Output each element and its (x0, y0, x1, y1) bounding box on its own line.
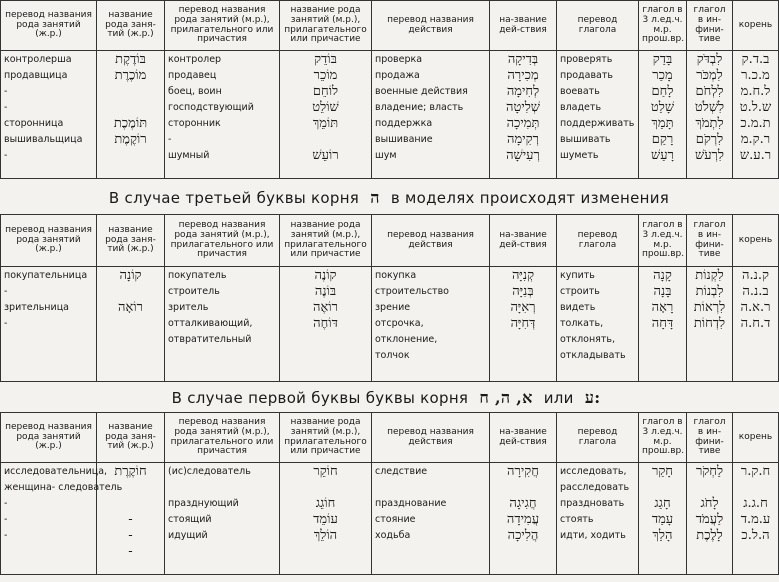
header-name-female: название рода заня-тий (ж.р.) (97, 215, 165, 267)
header-root: корень (733, 215, 779, 267)
header-inf: глагол в ин-фини-тиве (687, 1, 733, 51)
cell: לִדְחוֹת (693, 316, 726, 331)
heading-first-last-he: ע: (584, 388, 601, 407)
heading-third-letter-he: ה (370, 188, 380, 207)
cell (493, 544, 553, 560)
header-name-female: название рода заня-тий (ж.р.) (97, 413, 165, 463)
cell: боец, воин (168, 86, 222, 97)
cell: לִלְחֹם (695, 84, 724, 99)
heading-first-letters-he: א, ה, ח (479, 388, 533, 407)
header-verb: перевод глагола (557, 413, 639, 463)
cell: откладывать (560, 350, 626, 361)
heading-third-tail: в моделях происходят изменения (390, 189, 670, 207)
cell (736, 364, 775, 380)
cell: - (168, 134, 172, 145)
cell: ת.מ.כ (740, 116, 771, 131)
cell (283, 132, 368, 148)
header-past: глагол в 3 л.ед.ч. м.р. прош.вр. (639, 1, 687, 51)
cell: ק.נ.ה (742, 268, 769, 283)
cell: зрительница (4, 302, 69, 313)
header-name-female: название рода заня-тий (ж.р.) (97, 1, 165, 51)
cell: - (4, 150, 8, 161)
cell: לִבְנוֹת (695, 284, 724, 299)
cell: шум (375, 150, 397, 161)
header-occ-female: перевод названия рода занятий (ж.р.) (1, 413, 97, 463)
cell (642, 480, 683, 496)
header-occ-female: перевод названия рода занятий (ж.р.) (1, 215, 97, 267)
cell: רוֹקֶמֶת (114, 132, 147, 147)
cell (4, 348, 93, 364)
cell (100, 480, 161, 496)
cell: продавщица (4, 70, 68, 81)
col-inf (690, 268, 729, 380)
cell (283, 348, 368, 364)
cell: поддержка (375, 118, 433, 129)
cell: לִרְקֹם (695, 132, 724, 147)
cell: исследовать, (560, 466, 627, 477)
col-name-female (100, 464, 161, 560)
cell: חָגַג (654, 496, 671, 511)
cell (642, 544, 683, 560)
col-root (736, 52, 775, 164)
cell (4, 332, 93, 348)
cell: проверять (560, 54, 613, 65)
cell: военные действия (375, 86, 468, 97)
cell: בָּנָה (653, 284, 672, 299)
cell: праздновать (560, 498, 625, 509)
col-past (642, 464, 683, 560)
col-name-female (100, 52, 161, 164)
cell (690, 364, 729, 380)
col-occ-male (168, 52, 276, 164)
cell: לִבְדֹּק (696, 52, 723, 67)
cell: сторонник (168, 118, 221, 129)
header-row (1, 1, 779, 51)
cell: לִרְאוֹת (693, 300, 726, 315)
cell: חֲקִירָה (507, 464, 539, 479)
verb-table-3 (0, 412, 779, 575)
cell (493, 348, 553, 364)
col-action (375, 268, 486, 380)
cell: ר.א.ה (740, 300, 771, 315)
cell: ר.ק.מ (740, 132, 771, 147)
cell: исследовательница, (4, 466, 108, 477)
col-name-female (100, 268, 161, 380)
col-inf (690, 464, 729, 560)
cell (100, 84, 161, 100)
cell (283, 480, 368, 496)
header-past: глагол в 3 л.ед.ч. м.р. прош.вр. (639, 413, 687, 463)
header-inf: глагол в ин-фини-тиве (687, 215, 733, 267)
header-root: корень (733, 1, 779, 51)
cell: ש.ל.ט (739, 100, 772, 115)
cell (560, 364, 635, 380)
col-action (375, 52, 486, 164)
header-verb: перевод глагола (557, 1, 639, 51)
cell: отклонение, (375, 334, 438, 345)
verb-table-2 (0, 214, 779, 382)
cell: видеть (560, 302, 596, 313)
col-past (642, 52, 683, 164)
body-row (1, 51, 779, 179)
cell: отвратительный (168, 334, 252, 345)
cell: מוֹכֵר (313, 68, 338, 83)
cell (168, 544, 276, 560)
cell: контролер (168, 54, 222, 65)
cell: - (128, 512, 133, 527)
cell: תּוֹמֶכֶת (113, 116, 148, 131)
cell (690, 348, 729, 364)
col-action-name (493, 52, 553, 164)
header-action: перевод названия действия (372, 215, 490, 267)
header-inf: глагол в ин-фини-тиве (687, 413, 733, 463)
cell: поддерживать (560, 118, 635, 129)
cell (100, 148, 161, 164)
cell (690, 544, 729, 560)
cell: отсрочка, (375, 318, 424, 329)
cell: строитель (168, 286, 220, 297)
cell: вышивание (375, 134, 433, 145)
cell: הוֹלֵךְ (313, 528, 338, 543)
cell: - (128, 544, 133, 559)
cell (736, 332, 775, 348)
cell: תָּמַךְ (651, 116, 674, 131)
col-verb (560, 464, 635, 560)
cell: בָּדַק (652, 52, 673, 67)
cell: מְכִירָה (507, 68, 539, 83)
header-action-name: на-звание дей-ствия (490, 215, 557, 267)
cell: стоящий (168, 514, 212, 525)
cell: продавать (560, 70, 613, 81)
cell: חוֹקֶרֶת (114, 464, 147, 479)
cell: продавец (168, 70, 217, 81)
cell (690, 480, 729, 496)
cell: отталкивающий, (168, 318, 253, 329)
cell: קוֹנֶה (314, 268, 337, 283)
col-past (642, 268, 683, 380)
cell: - (4, 514, 8, 525)
cell (100, 332, 161, 348)
cell: идти, ходить (560, 530, 626, 541)
cell: покупка (375, 270, 417, 281)
col-occ-male (168, 268, 276, 380)
header-verb: перевод глагола (557, 215, 639, 267)
cell: - (4, 530, 8, 541)
cell: вышивать (560, 134, 611, 145)
cell: תְּמִיכָה (506, 116, 540, 131)
cell: продажа (375, 70, 420, 81)
cell (168, 364, 276, 380)
cell: шуметь (560, 150, 599, 161)
cell: строительство (375, 286, 449, 297)
cell (168, 348, 276, 364)
cell (642, 364, 683, 380)
col-occ-female (4, 464, 123, 560)
cell: зрение (375, 302, 411, 313)
cell: зритель (168, 302, 209, 313)
cell (375, 480, 486, 496)
cell: отклонять, (560, 334, 616, 345)
cell: רוֹאָה (118, 300, 143, 315)
cell: מָכַר (652, 68, 673, 83)
cell: לִרְעֹשׁ (694, 148, 725, 163)
cell: עוֹמֵד (313, 512, 338, 527)
col-root (736, 464, 775, 560)
cell: празднование (375, 498, 447, 509)
cell (642, 348, 683, 364)
cell: לִתְמֹךְ (695, 116, 724, 131)
cell: ל.ח.מ (740, 84, 771, 99)
cell: שׁוֹלֵט (312, 100, 339, 115)
cell: רָעַשׁ (651, 148, 674, 163)
cell (736, 348, 775, 364)
cell: לוֹחֵם (312, 84, 339, 99)
cell: строить (560, 286, 600, 297)
cell: сторонница (4, 118, 64, 129)
heading-third-letter (0, 188, 778, 208)
cell: шумный (168, 150, 210, 161)
body-row (1, 463, 779, 575)
cell (493, 480, 553, 496)
cell: דּוֹחֶה (313, 316, 338, 331)
col-name-male (283, 268, 368, 380)
cell: - (4, 498, 8, 509)
cell (100, 364, 161, 380)
col-verb (560, 268, 635, 380)
cell: расследовать (560, 482, 630, 493)
cell: חוֹקֵר (313, 464, 338, 479)
cell: לִשְׁלֹט (694, 100, 725, 115)
col-occ-female (4, 268, 93, 380)
header-past: глагол в 3 л.ед.ч. м.р. прош.вр. (639, 215, 687, 267)
cell: בּוֹדֵק (314, 52, 337, 67)
header-action: перевод названия действия (372, 1, 490, 51)
cell: вышивальщица (4, 134, 83, 145)
cell: ב.ד.ק (741, 52, 770, 67)
cell (283, 364, 368, 380)
header-action: перевод названия действия (372, 413, 490, 463)
col-root (736, 268, 775, 380)
cell: לִקְנוֹת (695, 268, 724, 283)
cell: עָמַד (651, 512, 674, 527)
cell: דְּחִיָּה (510, 316, 536, 331)
cell: לַחְקֹר (695, 464, 724, 479)
col-name-male (283, 52, 368, 164)
cell (493, 364, 553, 380)
cell (736, 544, 775, 560)
header-row (1, 413, 779, 463)
cell: толчок (375, 350, 410, 361)
cell: דָּחָה (651, 316, 674, 331)
cell (560, 544, 635, 560)
cell: купить (560, 270, 595, 281)
col-verb (560, 52, 635, 164)
header-name-male: название рода занятий (м.р.), прилагательного или причастие (280, 1, 372, 51)
cell: покупатель (168, 270, 227, 281)
cell: - (4, 86, 8, 97)
cell: לָחֹג (700, 496, 719, 511)
cell: שָׁלַט (650, 100, 675, 115)
cell: רוֹעֵשׁ (312, 148, 339, 163)
heading-first-letter (0, 388, 778, 408)
cell: חוֹגֵג (315, 496, 336, 511)
cell: женщина- следователь (4, 482, 123, 493)
cell: קָנָה (653, 268, 672, 283)
header-action-name: на-звание дей-ствия (490, 1, 557, 51)
cell: עֲמִידָה (506, 512, 540, 527)
cell: проверка (375, 54, 423, 65)
cell: הָלַךְ (652, 528, 673, 543)
cell: חָקַר (651, 464, 674, 479)
cell: לַעֲמֹד (695, 512, 724, 527)
cell (100, 316, 161, 332)
cell: (ис)следователь (168, 466, 251, 477)
col-occ-female (4, 52, 93, 164)
cell: מוֹכֶרֶת (114, 68, 147, 83)
cell: קְנִיָּה (511, 268, 535, 283)
cell: מ.כ.ר (741, 68, 770, 83)
cell: לָלֶכֶת (696, 528, 723, 543)
col-action-name (493, 268, 553, 380)
col-occ-male (168, 464, 276, 560)
header-row (1, 215, 779, 267)
cell (283, 332, 368, 348)
cell: - (4, 102, 8, 113)
cell: контролерша (4, 54, 72, 65)
cell: בּוֹדֶקֶת (115, 52, 146, 67)
cell: ע.מ.ד (740, 512, 771, 527)
cell: רָאָה (651, 300, 674, 315)
cell: ח.ג.ג (743, 496, 768, 511)
verb-table-1 (0, 0, 779, 179)
cell: תּוֹמֵךְ (312, 116, 339, 131)
cell: - (4, 318, 8, 329)
cell: בְּנִיָּה (512, 284, 534, 299)
header-name-male: название рода занятий (м.р.), прилагательного или причастие (280, 413, 372, 463)
cell: владение; власть (375, 102, 464, 113)
cell: בּוֹנֶה (314, 284, 337, 299)
cell (736, 480, 775, 496)
cell: толкать, (560, 318, 604, 329)
cell: רָקַם (651, 132, 674, 147)
cell: ה.ל.כ (741, 528, 770, 543)
cell (100, 284, 161, 300)
cell (375, 364, 486, 380)
cell: לִמְכֹּר (696, 68, 723, 83)
cell (642, 332, 683, 348)
cell: ד.ח.ה (740, 316, 771, 331)
cell (690, 332, 729, 348)
heading-first-text: В случае первой буквы буквы корня (171, 389, 469, 407)
cell: בְּדִיקָה (507, 52, 539, 67)
col-name-male (283, 464, 368, 560)
cell: לְחִימָה (506, 84, 540, 99)
header-occ-male: перевод названия рода занятий (м.р.), прилагательного или причастия (165, 1, 280, 51)
cell (168, 480, 276, 496)
cell: ר.ע.ש (739, 148, 772, 163)
heading-first-or: или (543, 389, 574, 407)
cell (493, 332, 553, 348)
cell: владеть (560, 102, 602, 113)
body-row (1, 267, 779, 382)
cell: רְקִימָה (507, 132, 539, 147)
header-occ-female: перевод названия рода занятий (ж.р.) (1, 1, 97, 51)
cell: покупательница (4, 270, 88, 281)
cell: празднующий (168, 498, 239, 509)
header-occ-male: перевод названия рода занятий (м.р.), прилагательного или причастия (165, 215, 280, 267)
cell: стоять (560, 514, 594, 525)
header-name-male: название рода занятий (м.р.), прилагательного или причастие (280, 215, 372, 267)
cell: רְעִישָׁה (506, 148, 540, 163)
header-action-name: на-звание дей-ствия (490, 413, 557, 463)
col-action-name (493, 464, 553, 560)
cell: רְאִיָּה (510, 300, 536, 315)
cell (4, 544, 93, 560)
header-root: корень (733, 413, 779, 463)
cell (100, 348, 161, 364)
cell: - (128, 528, 133, 543)
heading-third-text: В случае третьей буквы корня (108, 189, 360, 207)
cell: שְׁלִיטָה (505, 100, 541, 115)
cell (375, 544, 486, 560)
cell (100, 496, 161, 512)
cell: стояние (375, 514, 416, 525)
cell (283, 544, 368, 560)
header-occ-male: перевод названия рода занятий (м.р.), прилагательного или причастия (165, 413, 280, 463)
cell (100, 100, 161, 116)
cell: следствие (375, 466, 428, 477)
cell: לָחַם (651, 84, 674, 99)
cell: הֲלִיכָה (507, 528, 539, 543)
cell: - (4, 286, 8, 297)
cell: идущий (168, 530, 208, 541)
cell: господствующий (168, 102, 254, 113)
cell: ח.ק.ר (740, 464, 771, 479)
cell: ב.נ.ה (742, 284, 769, 299)
cell: רוֹאֶה (313, 300, 338, 315)
col-action (375, 464, 486, 560)
cell (4, 364, 93, 380)
cell: ходьба (375, 530, 411, 541)
cell: воевать (560, 86, 600, 97)
cell: קוֹנָה (119, 268, 142, 283)
col-inf (690, 52, 729, 164)
cell: חֲגִיגָה (509, 496, 537, 511)
